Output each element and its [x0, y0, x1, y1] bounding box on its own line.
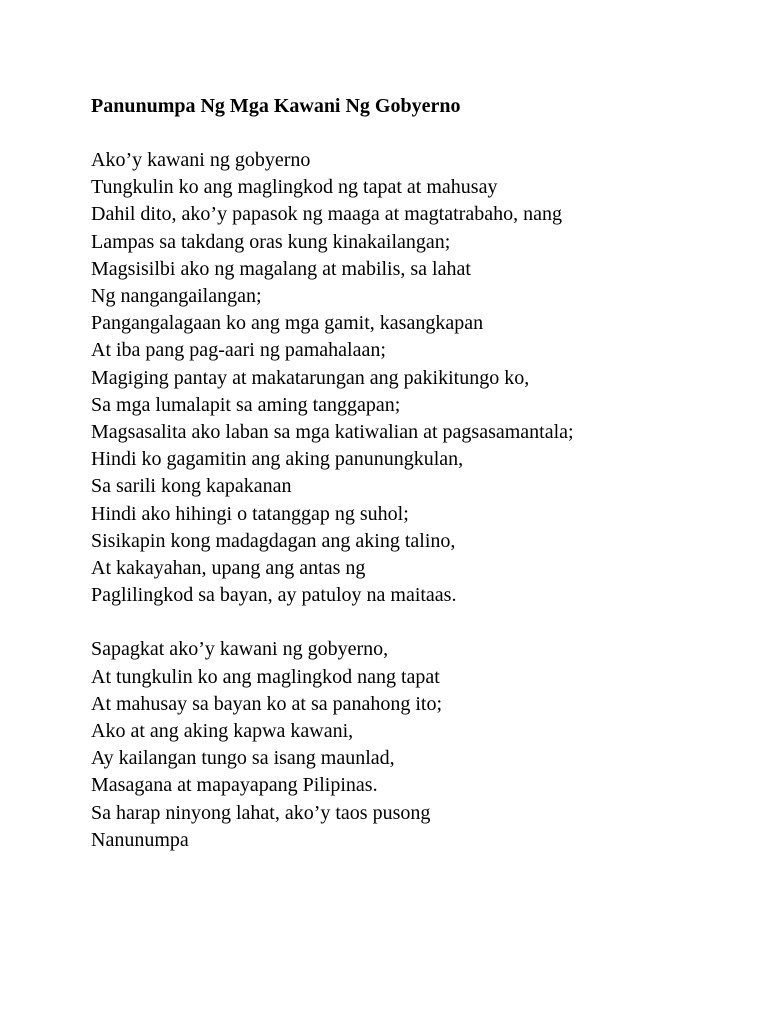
stanza-line: Pangangalagaan ko ang mga gamit, kasangkapan: [91, 312, 484, 335]
document-title: Panunumpa Ng Mga Kawani Ng Gobyerno: [91, 95, 461, 117]
stanza-line: Nanunumpa: [91, 828, 189, 851]
stanza-line: Ng nangangailangan;: [91, 285, 262, 308]
stanza-line: Ay kailangan tungo sa isang maunlad,: [91, 747, 395, 770]
stanza-line: Paglilingkod sa bayan, ay patuloy na maitaas.: [91, 584, 457, 607]
stanza-line: Dahil dito, ako’y papasok ng maaga at magtatrabaho, nang: [91, 203, 562, 226]
stanza-line: Sapagkat ako’y kawani ng gobyerno,: [91, 638, 389, 661]
stanza-line: Sa mga lumalapit sa aming tanggapan;: [91, 393, 401, 416]
stanza-line: Lampas sa takdang oras kung kinakailangan;: [91, 230, 451, 253]
stanza-line: At tungkulin ko ang maglingkod nang tapat: [91, 665, 440, 688]
stanza-line: Ako at ang aking kapwa kawani,: [91, 720, 354, 743]
stanza-line: Ako’y kawani ng gobyerno: [91, 149, 311, 171]
stanza-1: [91, 147, 731, 609]
stanza-line: Sa harap ninyong lahat, ako’y taos pusong: [91, 801, 431, 824]
stanza-line: Magsasalita ako laban sa mga katiwalian at pagsasamantala;: [91, 421, 574, 444]
stanza-line: At mahusay sa bayan ko at sa panahong ito;: [91, 692, 443, 715]
stanza-2: [91, 636, 731, 854]
stanza-line: Sisikapin kong madagdagan ang aking talino,: [91, 529, 456, 552]
stanza-line: Tungkulin ko ang maglingkod ng tapat at mahusay: [91, 176, 498, 199]
stanza-line: Magiging pantay at makatarungan ang pakikitungo ko,: [91, 366, 530, 389]
document-page: [91, 93, 731, 854]
stanza-line: Sa sarili kong kapakanan: [91, 475, 292, 498]
stanza-line: Hindi ako hihingi o tatanggap ng suhol;: [91, 502, 409, 525]
stanza-line: Masagana at mapayapang Pilipinas.: [91, 774, 378, 797]
stanza-line: At iba pang pag-aari ng pamahalaan;: [91, 339, 386, 362]
stanza-line: At kakayahan, upang ang antas ng: [91, 557, 366, 580]
stanza-line: Hindi ko gagamitin ang aking panunungkulan,: [91, 448, 464, 471]
stanza-line: Magsisilbi ako ng magalang at mabilis, sa lahat: [91, 257, 471, 280]
